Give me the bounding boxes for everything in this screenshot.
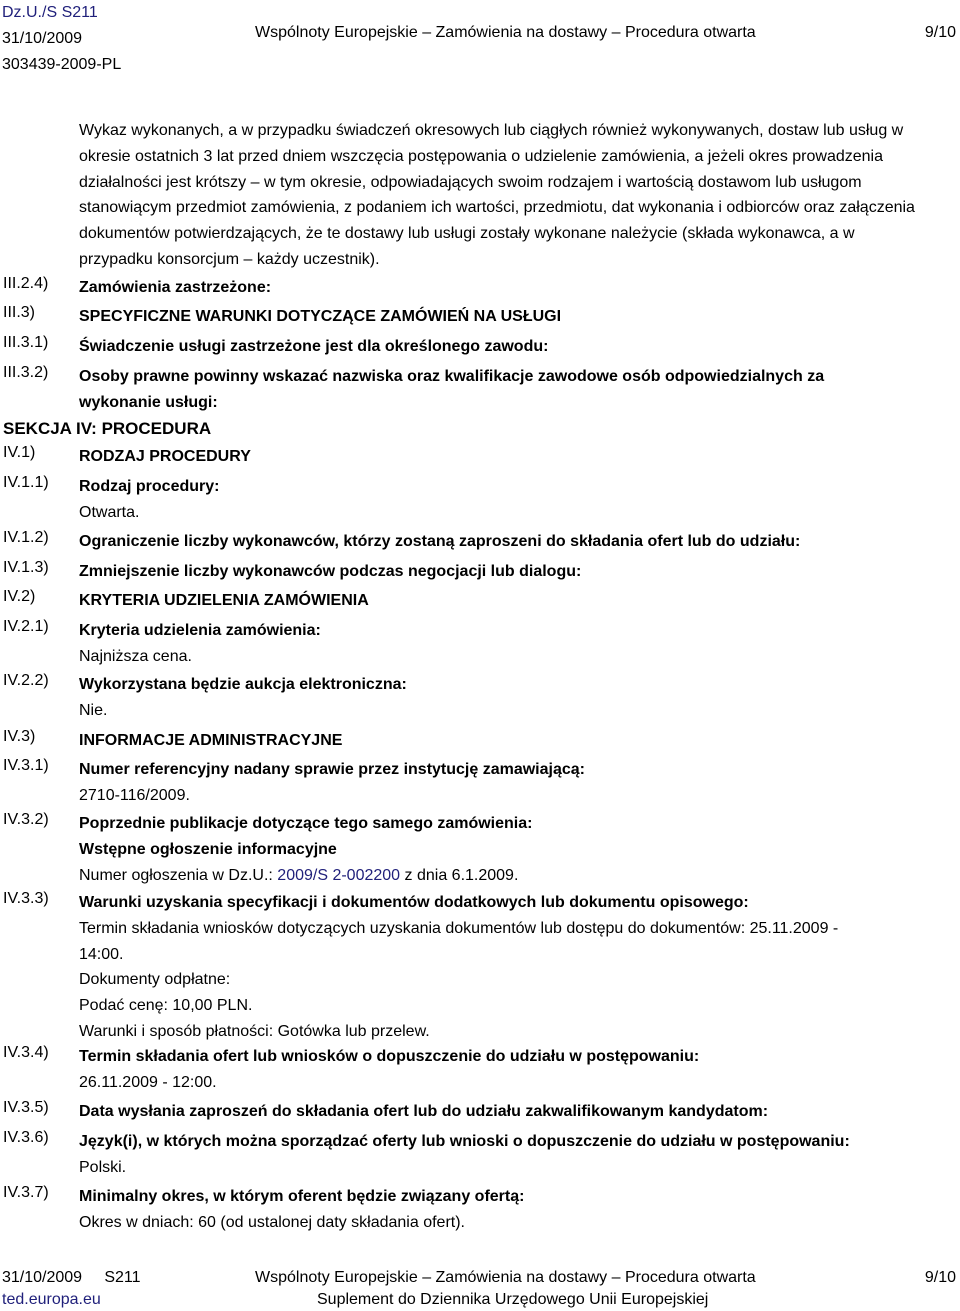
section-label: Minimalny okres, w którym oferent będzie związany ofertą: xyxy=(79,1188,525,1205)
section-label: Ograniczenie liczby wykonawców, którzy zostaną zaproszeni do składania ofert lub do udziału: xyxy=(79,533,801,550)
section-number: IV.2) xyxy=(3,588,36,605)
section-value: 26.11.2009 - 12:00. xyxy=(79,1073,217,1091)
section-value: 2710-116/2009. xyxy=(79,786,190,804)
section-value: Otwarta. xyxy=(79,503,140,521)
section-sublabel: Wstępne ogłoszenie informacyjne xyxy=(79,840,337,858)
section-value xyxy=(79,863,930,889)
section-content xyxy=(79,672,930,724)
page-footer xyxy=(2,1267,958,1311)
section-number: IV.3.7) xyxy=(3,1184,49,1201)
footer-title: Wspólnoty Europejskie – Zamówienia na dostawy – Procedura otwarta xyxy=(255,1269,756,1286)
page-header xyxy=(2,0,958,73)
section-label xyxy=(79,364,930,416)
section-number: III.3.1) xyxy=(3,334,49,351)
section-content xyxy=(79,1044,930,1096)
section-number: IV.3.3) xyxy=(3,890,49,907)
section-number: IV.3.6) xyxy=(3,1129,49,1146)
section-label: Wykorzystana będzie aukcja elektroniczna: xyxy=(79,676,407,693)
section-value: Najniższa cena. xyxy=(79,647,192,665)
section-number: IV.1.3) xyxy=(3,559,49,576)
section-content xyxy=(79,1129,930,1181)
section-value-line: Warunki i sposób płatności: Gotówka lub przelew. xyxy=(79,1022,430,1040)
section-label: Świadczenie usługi zastrzeżone jest dla określonego zawodu: xyxy=(79,338,549,355)
section-label: Kryteria udzielenia zamówienia: xyxy=(79,622,321,639)
footer-site-link[interactable]: ted.europa.eu xyxy=(2,1291,101,1308)
section-label: SPECYFICZNE WARUNKI DOTYCZĄCE ZAMÓWIEŃ NA USŁUGI xyxy=(79,308,562,325)
section-label: KRYTERIA UDZIELENIA ZAMÓWIENIA xyxy=(79,592,369,609)
section-number: IV.3) xyxy=(3,728,36,745)
section-label: Poprzednie publikacje dotyczące tego samego zamówienia: xyxy=(79,815,533,832)
footer-date-series xyxy=(2,1267,141,1289)
section-heading: SEKCJA IV: PROCEDURA xyxy=(3,419,212,438)
value-prefix: Numer ogłoszenia w Dz.U.: xyxy=(79,866,278,884)
footer-supplement: Suplement do Dziennika Urzędowego Unii Europejskiej xyxy=(317,1291,709,1308)
section-value-line: Podać cenę: 10,00 PLN. xyxy=(79,997,253,1015)
header-ref: Dz.U./S S211 xyxy=(2,4,98,21)
section-number: IV.1.2) xyxy=(3,529,49,546)
header-title: Wspólnoty Europejskie – Zamówienia na dostawy – Procedura otwarta xyxy=(255,23,756,41)
section-label: INFORMACJE ADMINISTRACYJNE xyxy=(79,732,343,749)
section-label: RODZAJ PROCEDURY xyxy=(79,448,251,465)
section-label: Data wysłania zaproszeń do składania ofert lub do udziału zakwalifikowanym kandydatom: xyxy=(79,1103,769,1120)
header-notice-id: 303439-2009-PL xyxy=(2,55,122,73)
intro-paragraph: Wykaz wykonanych, a w przypadku świadczeń okresowych lub ciągłych również wykonywanych, dostaw lub usług w okresie ostatnich 3 lat przed dniem wszczęcia postępowania o udzielenie zamówienia, a jeżeli okres prowadzenia działalności jest krótszy – w tym okresie, odpowiadających swoim rodzajem i wartością dostawom lub usługom stanowiącym przedmiot zamówienia, z podaniem ich wartości, przedmiotu, dat wykonania i odbiorców oraz załączenia dokumentów potwierdzających, że te dostawy lub usługi zostały wykonane należycie (składa wykonawca, a w przypadku konsorcjum – każdy uczestnik). xyxy=(79,122,915,268)
section-number: IV.3.1) xyxy=(3,757,49,774)
label-line: wykonanie usługi: xyxy=(79,393,218,411)
section-label: Termin składania ofert lub wniosków o dopuszczenie do udziału w postępowaniu: xyxy=(79,1048,700,1065)
section-value: Nie. xyxy=(79,701,108,719)
section-content xyxy=(79,618,930,670)
label-line: Osoby prawne powinny wskazać nazwiska oraz kwalifikacje zawodowe osób odpowiedzialnych za xyxy=(79,368,825,385)
section-number: IV.2.2) xyxy=(3,672,49,689)
header-page: 9/10 xyxy=(924,23,956,41)
section-number: IV.3.4) xyxy=(3,1044,49,1061)
section-value: Okres w dniach: 60 (od ustalonej daty składania ofert). xyxy=(79,1213,465,1231)
section-number: IV.2.1) xyxy=(3,618,49,635)
section-label: Numer referencyjny nadany sprawie przez instytucję zamawiającą: xyxy=(79,761,585,778)
section-label: Język(i), w których można sporządzać oferty lub wnioski o dopuszczenie do udziału w postępowaniu: xyxy=(79,1133,850,1150)
section-value-line: 14:00. xyxy=(79,945,124,963)
section-label: Zmniejszenie liczby wykonawców podczas negocjacji lub dialogu: xyxy=(79,563,582,580)
section-label: Warunki uzyskania specyfikacji i dokumentów dodatkowych lub dokumentu opisowego: xyxy=(79,894,749,911)
footer-series: S211 xyxy=(104,1269,141,1286)
footer-date: 31/10/2009 xyxy=(2,1269,83,1286)
section-content xyxy=(79,1184,930,1236)
section-value-line: Dokumenty odpłatne: xyxy=(79,971,231,989)
section-number: IV.1) xyxy=(3,444,36,461)
value-suffix: z dnia 6.1.2009. xyxy=(400,866,519,884)
section-content xyxy=(79,757,930,809)
section-content xyxy=(79,474,930,526)
section-number: IV.3.5) xyxy=(3,1099,49,1116)
section-content xyxy=(79,890,930,1045)
section-content xyxy=(79,811,930,888)
section-number: IV.3.2) xyxy=(3,811,49,828)
section-value: Polski. xyxy=(79,1158,127,1176)
section-number: III.2.4) xyxy=(3,275,49,292)
footer-page: 9/10 xyxy=(924,1269,956,1286)
header-date: 31/10/2009 xyxy=(2,29,83,47)
section-label: Rodzaj procedury: xyxy=(79,478,220,495)
section-number: IV.1.1) xyxy=(3,474,49,491)
section-label: Zamówienia zastrzeżone: xyxy=(79,279,272,296)
header-left xyxy=(2,0,121,77)
section-number: III.3) xyxy=(3,304,36,321)
notice-link[interactable]: 2009/S 2-002200 xyxy=(277,866,401,884)
section-value-line: Termin składania wniosków dotyczących uzyskania dokumentów lub dostępu do dokumentów: 25.11.2009 - xyxy=(79,919,839,937)
section-number: III.3.2) xyxy=(3,364,49,381)
